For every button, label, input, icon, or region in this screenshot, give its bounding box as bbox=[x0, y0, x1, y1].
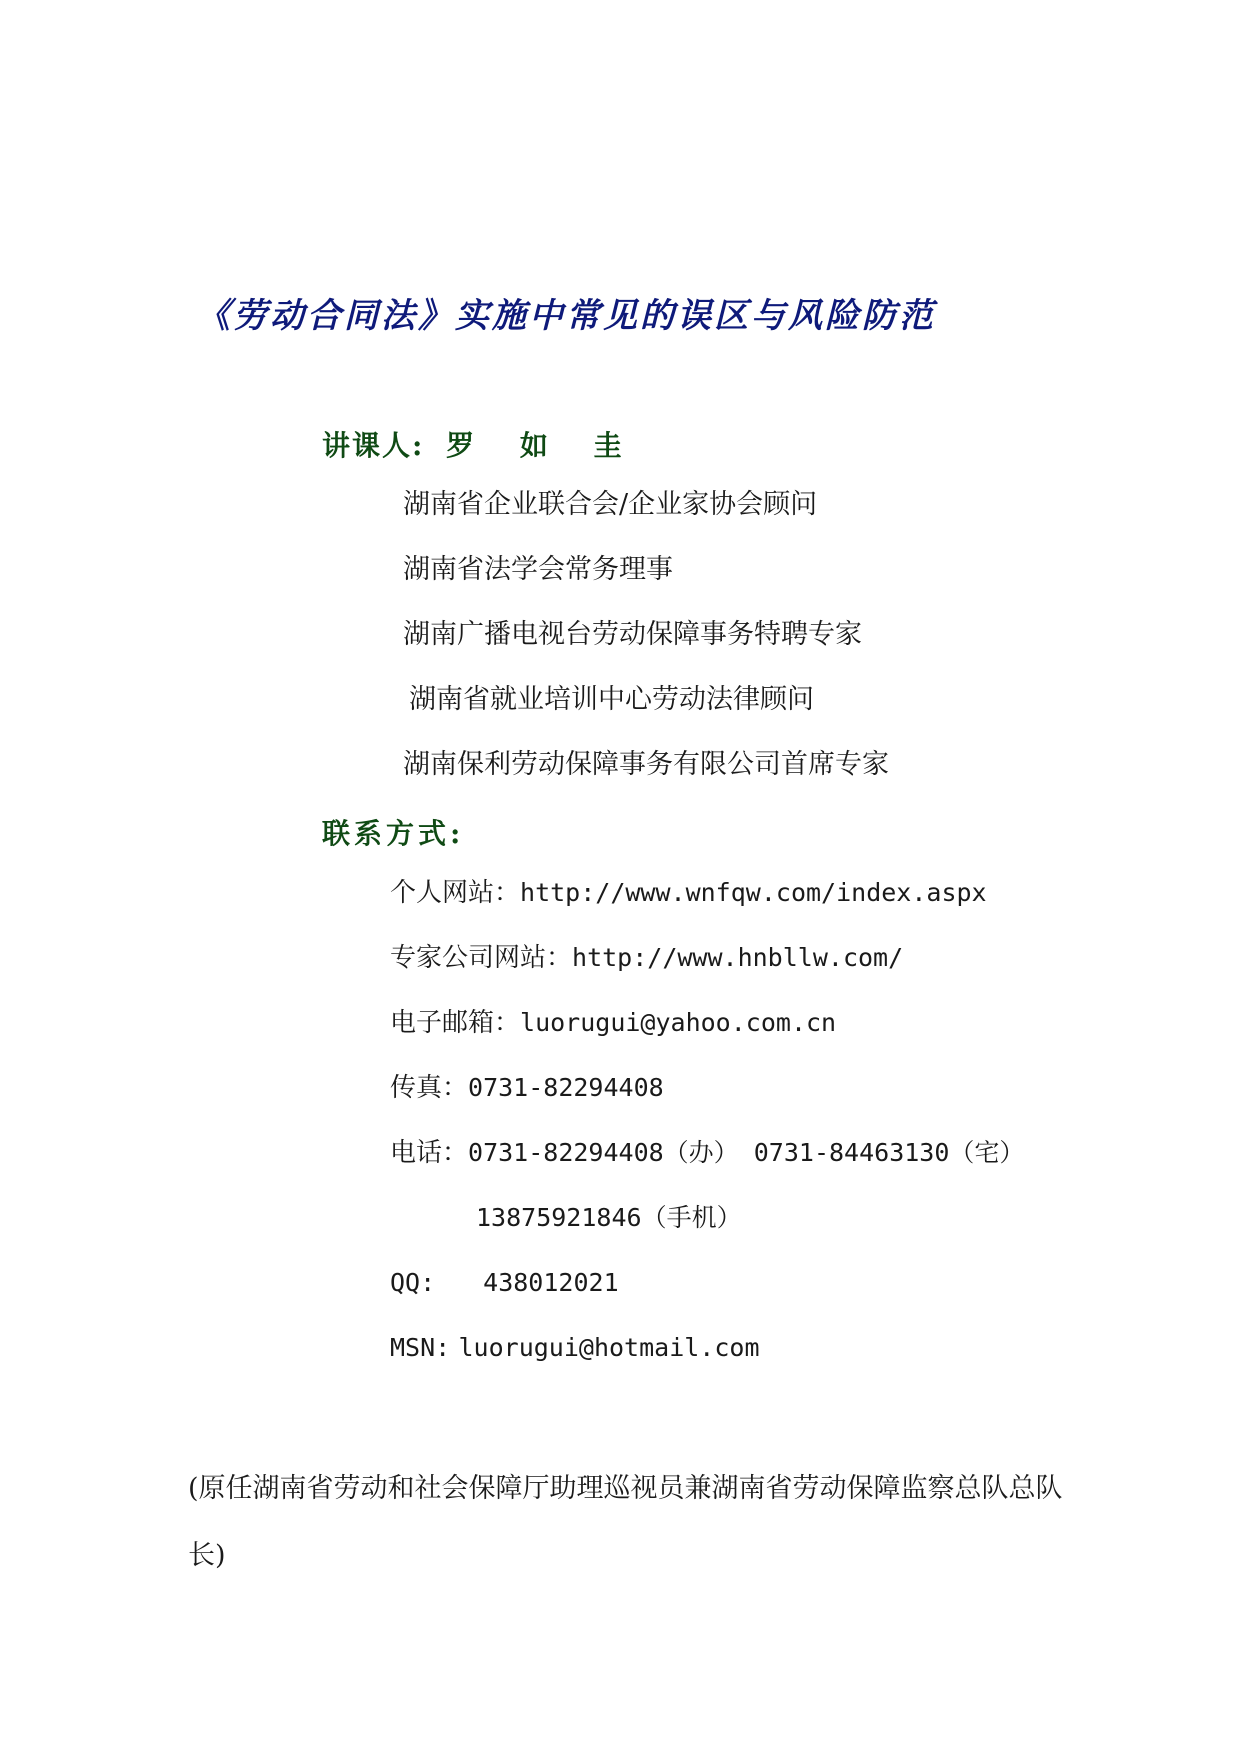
lecturer-name: 罗 如 圭 bbox=[446, 429, 640, 462]
company-site-label: 专家公司网站： bbox=[390, 943, 573, 973]
website-label: 个人网站： bbox=[390, 878, 521, 908]
former-position-note: (原任湖南省劳动和社会保障厅助理巡视员兼湖南省劳动保障监察总队总队长) bbox=[188, 1473, 1063, 1571]
lecturer-line bbox=[322, 424, 640, 464]
contact-phone bbox=[390, 1133, 1024, 1198]
contact-qq bbox=[390, 1263, 1024, 1328]
qq-value: 438012021 bbox=[483, 1268, 619, 1297]
msn-link[interactable]: luorugui@hotmail.com bbox=[458, 1333, 760, 1362]
contact-list bbox=[390, 873, 1024, 1393]
email-link[interactable]: luorugui@yahoo.com.cn bbox=[520, 1008, 837, 1037]
fax-label: 传真： bbox=[390, 1073, 469, 1103]
document-title: 《劳动合同法》实施中常见的误区与风险防范 bbox=[196, 296, 936, 336]
email-label: 电子邮箱： bbox=[390, 1008, 521, 1038]
phone-value: 0731-82294408（办） 0731-84463130（宅） bbox=[468, 1138, 1025, 1167]
qq-label: QQ: bbox=[390, 1268, 436, 1297]
contact-email bbox=[390, 1003, 1024, 1068]
website-link[interactable]: http://www.wnfqw.com/index.aspx bbox=[520, 878, 987, 907]
contact-fax bbox=[390, 1068, 1024, 1133]
company-site-link[interactable]: http://www.hnbllw.com/ bbox=[572, 943, 904, 972]
contact-mobile bbox=[390, 1198, 1024, 1263]
lecturer-positions bbox=[403, 485, 889, 810]
contact-msn bbox=[390, 1328, 1024, 1393]
lecturer-label: 讲课人: bbox=[322, 429, 425, 462]
fax-value: 0731-82294408 bbox=[468, 1073, 664, 1102]
position-item: 湖南保利劳动保障事务有限公司首席专家 bbox=[403, 749, 889, 780]
contact-heading: 联系方式: bbox=[322, 817, 465, 850]
position-item: 湖南广播电视台劳动保障事务特聘专家 bbox=[403, 619, 862, 650]
contact-website bbox=[390, 873, 1024, 938]
mobile-value: 13875921846（手机） bbox=[476, 1203, 742, 1232]
position-item: 湖南省法学会常务理事 bbox=[403, 554, 673, 585]
position-item: 湖南省就业培训中心劳动法律顾问 bbox=[409, 684, 814, 715]
contact-company-site bbox=[390, 938, 1024, 1003]
position-item: 湖南省企业联合会/企业家协会顾问 bbox=[403, 489, 818, 520]
phone-label: 电话： bbox=[390, 1138, 469, 1168]
msn-label: MSN: bbox=[390, 1333, 451, 1362]
